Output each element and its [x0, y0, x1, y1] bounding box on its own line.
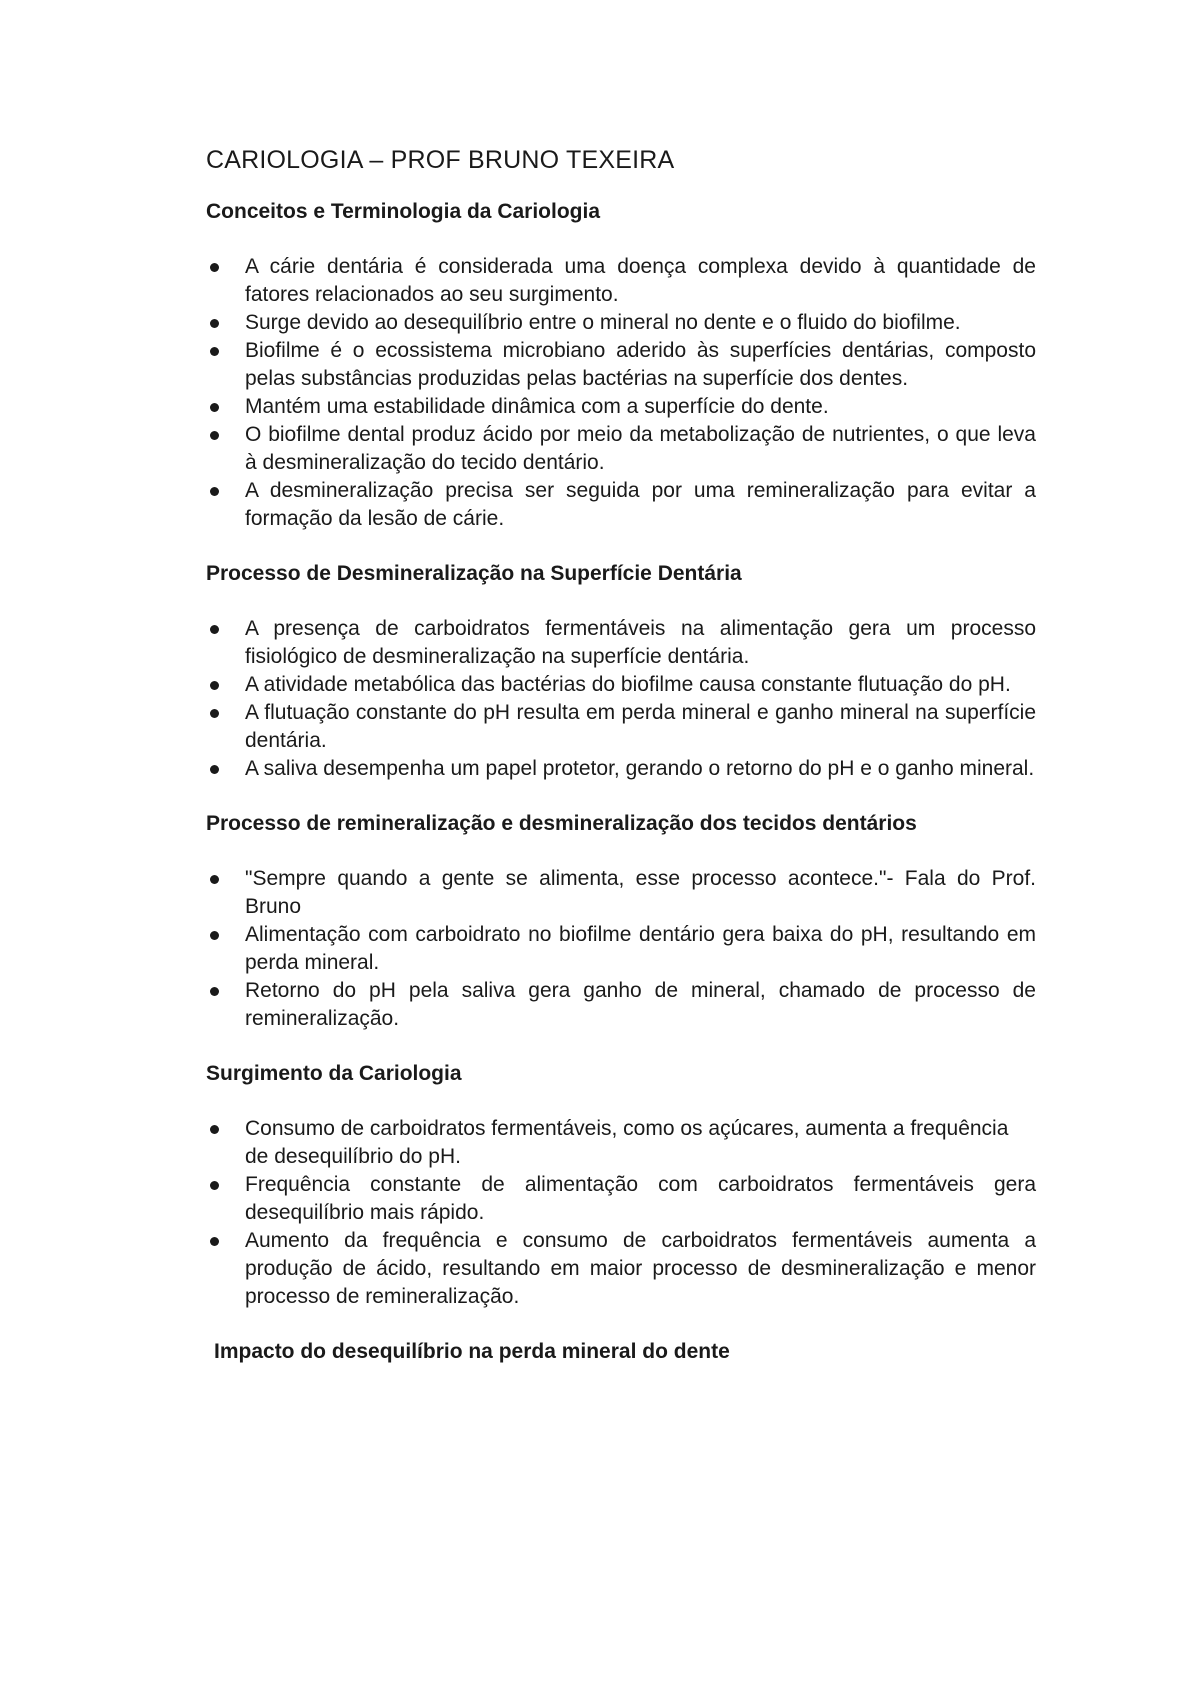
bullet-list [206, 1115, 1036, 1311]
section-heading: Surgimento da Cariologia [206, 1062, 462, 1085]
list-item: Biofilme é o ecossistema microbiano aderido às superfícies dentárias, composto pelas substâncias produzidas pelas bactérias na superfície dos dentes. [206, 337, 1036, 393]
bullet-icon [210, 765, 219, 774]
list-item: Frequência constante de alimentação com carboidratos fermentáveis gera desequilíbrio mais rápido. [206, 1171, 1036, 1227]
bullet-icon [210, 987, 219, 996]
bullet-icon [210, 1125, 219, 1134]
bullet-icon [210, 431, 219, 440]
bullet-icon [210, 263, 219, 272]
list-item: A presença de carboidratos fermentáveis na alimentação gera um processo fisiológico de desmineralização na superfície dentária. [206, 615, 1036, 671]
list-item: O biofilme dental produz ácido por meio da metabolização de nutrientes, o que leva à desmineralização do tecido dentário. [206, 421, 1036, 477]
list-item: A atividade metabólica das bactérias do biofilme causa constante flutuação do pH. [206, 671, 1036, 699]
bullet-list [206, 865, 1036, 1033]
list-item: A flutuação constante do pH resulta em perda mineral e ganho mineral na superfície dentária. [206, 699, 1036, 755]
section-heading: Conceitos e Terminologia da Cariologia [206, 200, 601, 223]
bullet-icon [210, 681, 219, 690]
bullet-icon [210, 403, 219, 412]
list-item: Retorno do pH pela saliva gera ganho de mineral, chamado de processo de remineralização. [206, 977, 1036, 1033]
list-item: "Sempre quando a gente se alimenta, esse processo acontece."- Fala do Prof. Bruno [206, 865, 1036, 921]
bullet-icon [210, 625, 219, 634]
list-item: Alimentação com carboidrato no biofilme dentário gera baixa do pH, resultando em perda mineral. [206, 921, 1036, 977]
bullet-icon [210, 1237, 219, 1246]
bullet-icon [210, 347, 219, 356]
list-item: Surge devido ao desequilíbrio entre o mineral no dente e o fluido do biofilme. [206, 309, 1036, 337]
document-content [206, 142, 1036, 1366]
bullet-icon [210, 319, 219, 328]
bullet-list [206, 253, 1036, 533]
section-heading: Processo de remineralização e desmineralização dos tecidos dentários [206, 812, 917, 835]
section-heading: Processo de Desmineralização na Superfície Dentária [206, 562, 742, 585]
bullet-icon [210, 487, 219, 496]
bullet-list [206, 615, 1036, 783]
list-item: Consumo de carboidratos fermentáveis, como os açúcares, aumenta a frequência de desequilíbrio do pH. [206, 1115, 1036, 1171]
bullet-icon [210, 875, 219, 884]
list-item: Aumento da frequência e consumo de carboidratos fermentáveis aumenta a produção de ácido, resultando em maior processo de desmineralização e menor processo de remineralização. [206, 1227, 1036, 1311]
section-heading: Impacto do desequilíbrio na perda mineral do dente [214, 1340, 730, 1363]
list-item: A saliva desempenha um papel protetor, gerando o retorno do pH e o ganho mineral. [206, 755, 1036, 783]
list-item: A desmineralização precisa ser seguida por uma remineralização para evitar a formação da lesão de cárie. [206, 477, 1036, 533]
list-item: A cárie dentária é considerada uma doença complexa devido à quantidade de fatores relacionados ao seu surgimento. [206, 253, 1036, 309]
document-title: CARIOLOGIA – PROF BRUNO TEXEIRA [206, 146, 675, 174]
bullet-icon [210, 709, 219, 718]
bullet-icon [210, 931, 219, 940]
list-item: Mantém uma estabilidade dinâmica com a superfície do dente. [206, 393, 1036, 421]
bullet-icon [210, 1181, 219, 1190]
